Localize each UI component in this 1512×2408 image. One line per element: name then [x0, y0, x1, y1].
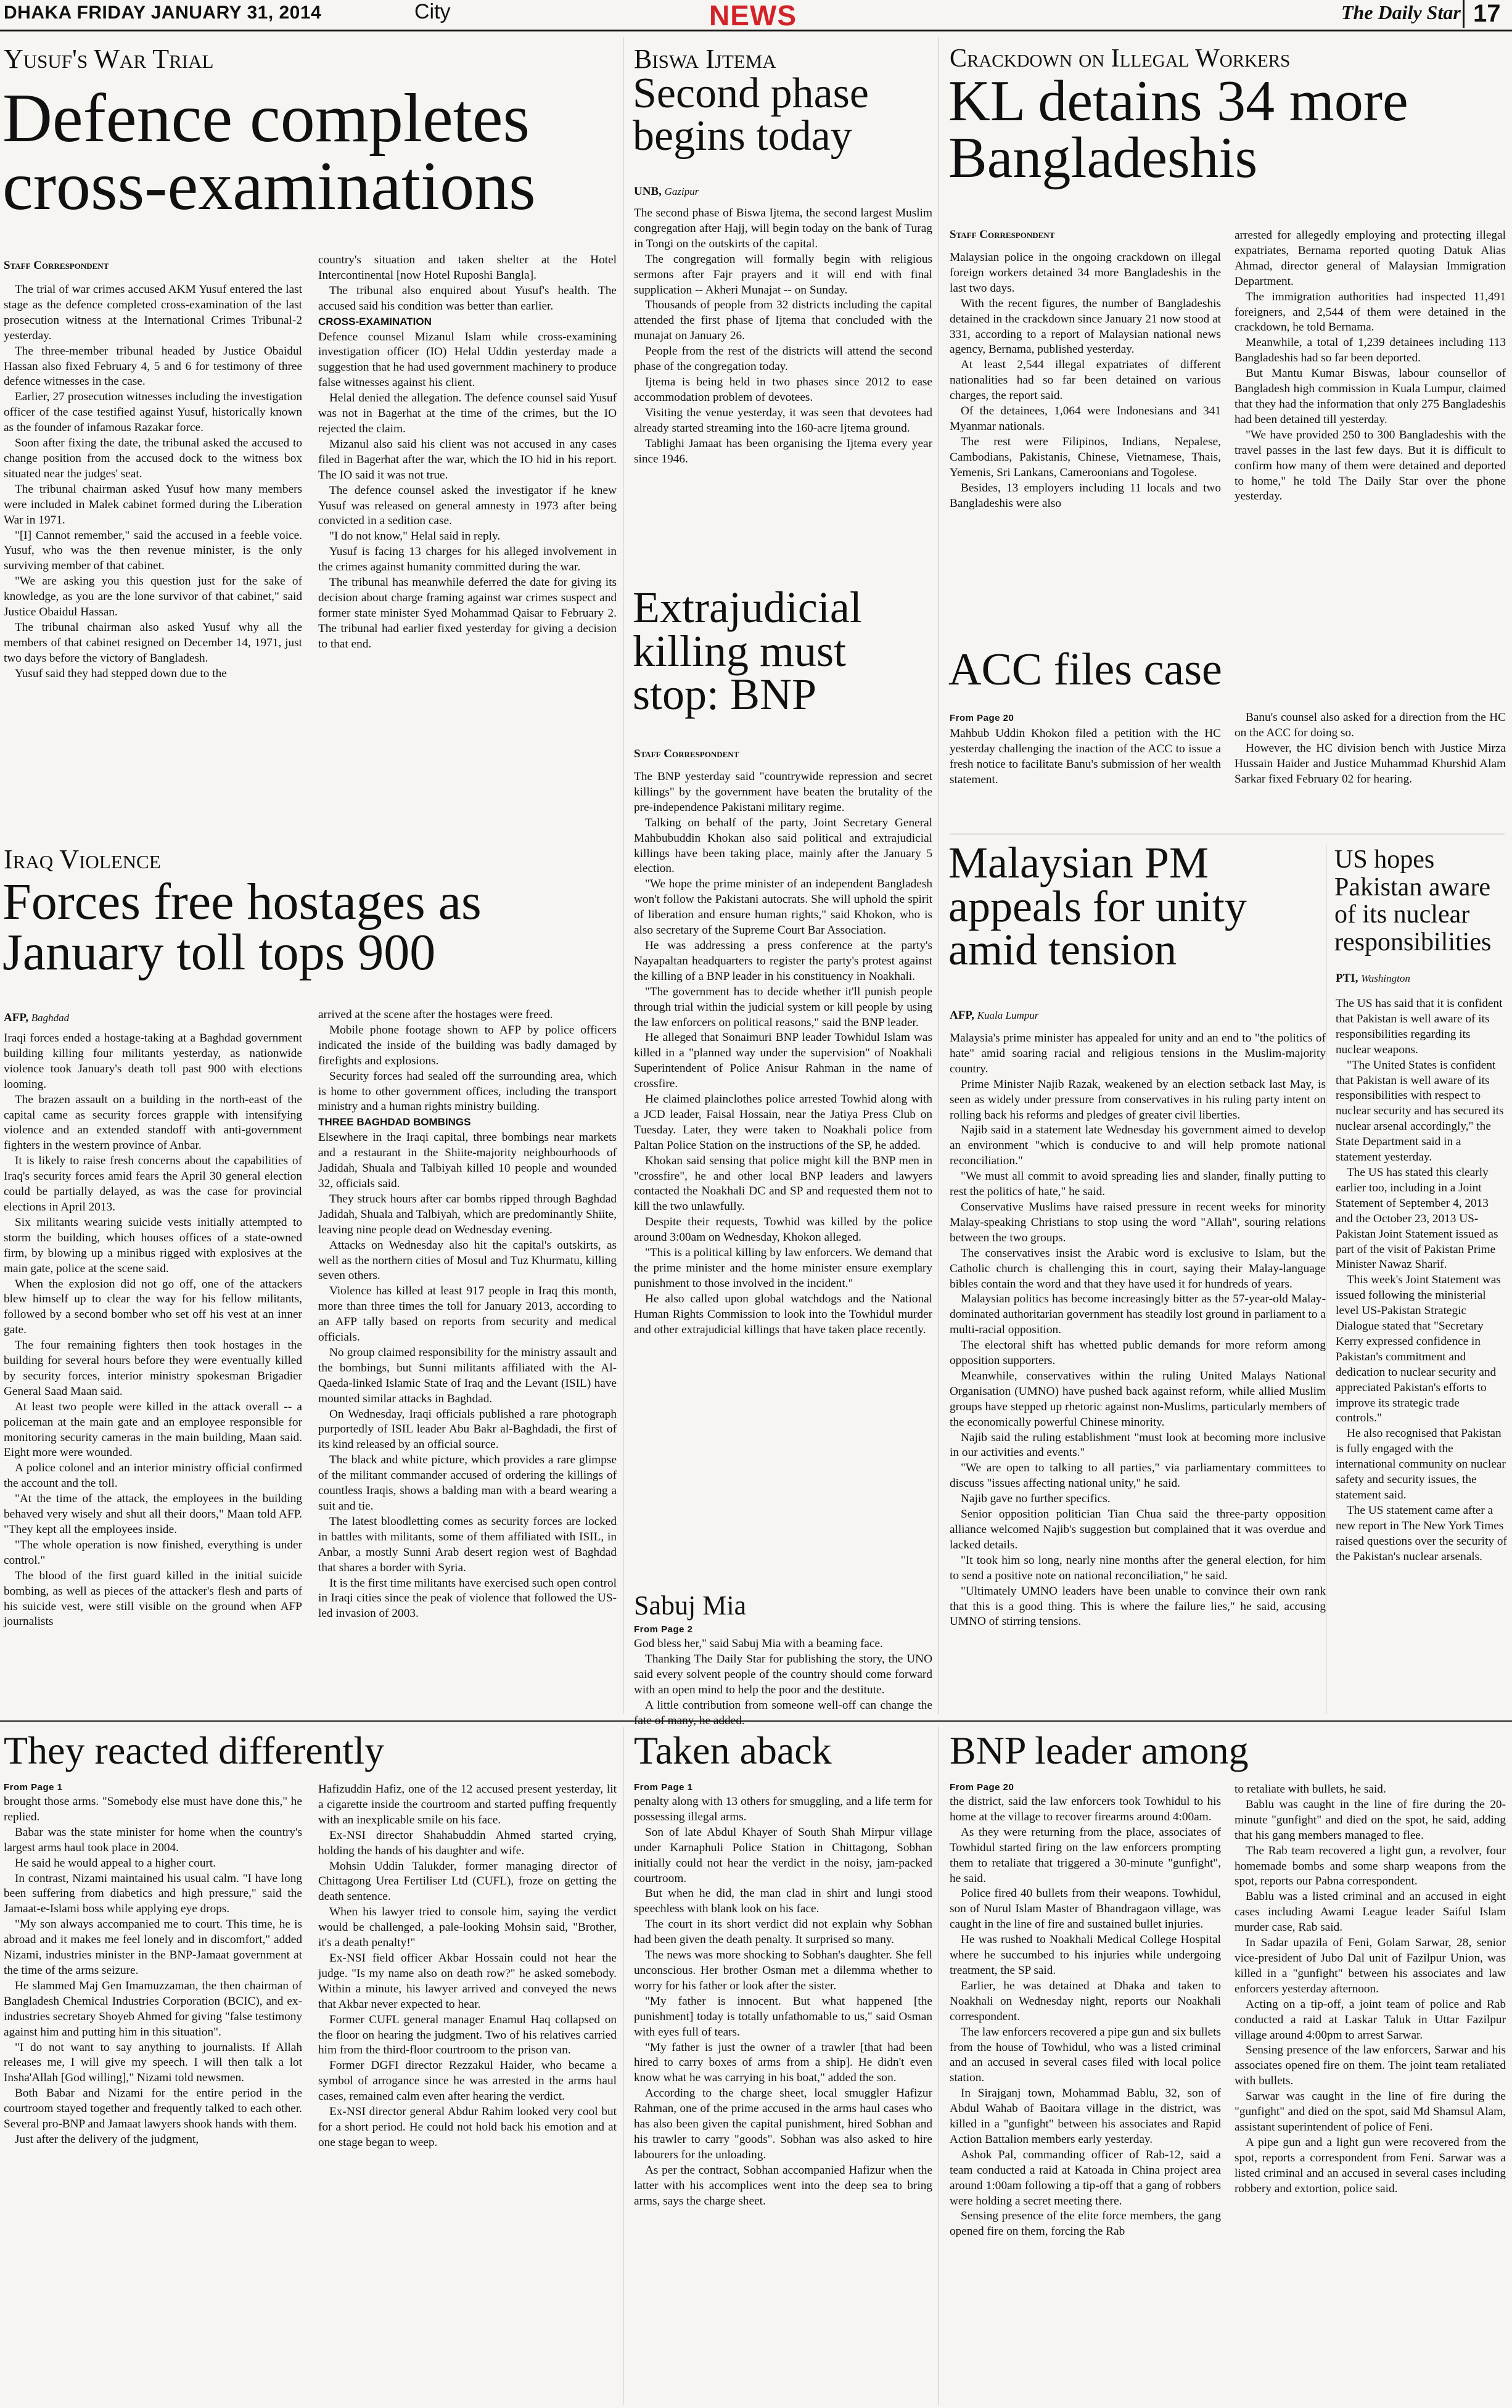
paragraph: Defence counsel Mizanul Islam while cross-examining investigation officer (IO) Helal Uddin yesterday made a suggestion that he had used government machinery to produce false witnesses against his client.: [318, 330, 617, 390]
story-column: [634, 206, 932, 607]
paragraph: "My father is innocent. But what happened [the punishment] today is totally unfathomable to us," said Osman with eyes full of tears.: [634, 1994, 932, 2039]
story-headline: KL detains 34 more Bangladeshis: [948, 69, 1408, 191]
paragraph: He said he would appeal to a higher court.: [15, 1856, 216, 1870]
byline-location: Kuala Lumpur: [977, 1009, 1039, 1021]
paragraph: Bablu was caught in the line of fire during the 20-minute "gunfight" and died on the spot, he said, adding that his gang members managed to flee.: [1235, 1798, 1506, 1842]
story-headline: Malaysian PM appeals for unity amid tension: [948, 838, 1247, 975]
paragraph: Six militants wearing suicide vests initially attempted to storm the building, which houses offices of a state-owned firm, by blowing up a minibus rigged with explosives at the main gate, police at the scene said.: [4, 1215, 302, 1275]
paragraph: Former DGFI director Rezzakul Haider, who became a symbol of arrogance since he was arrested in the arms haul cases, remained calm even after hearing the verdict.: [318, 2059, 617, 2103]
paragraph: Of the detainees, 1,064 were Indonesians and 341 Myanmar nationals.: [950, 405, 1221, 433]
paragraph: Bablu was a listed criminal and an accused in eight cases including Awami League leader Saiful Islam murder case, Rab said.: [1235, 1890, 1506, 1934]
paragraph: He slammed Maj Gen Imamuzzaman, the then chairman of Bangladesh Chemical Industries Corporation (BCIC), and ex-industries secretary Shoyeb Ahmed for giving "false testimony against him and putting him in this situation".: [4, 1979, 302, 2039]
story-byline: Staff Correspondent: [4, 259, 109, 272]
paragraph: The tribunal has meanwhile deferred the date for giving its decision about charge framing against war crimes suspect and former state minister Syed Mohammad Qaisar to February 2. The tribunal had earlier fixed yesterday for giving a decision to that end.: [318, 576, 617, 651]
story-column: [318, 1782, 617, 2405]
story-headline: Taken aback: [634, 1728, 832, 1772]
paragraph: The brazen assault on a building in the north-east of the capital came as security forces grapple with intensifying violence and an extended standoff with anti-government fighters in the western province of Anbar.: [4, 1093, 302, 1153]
paragraph: He was addressing a press conference at the party's Nayapaltan headquarters to register the party's protest against the killing of a BNP leader in his constituency in Noakhali.: [634, 939, 932, 983]
paragraph: A pipe gun and a light gun were recovered from the spot, reports a correspondent from Feni. Sarwar was a listed criminal and an accused in several cases including robbery and extortion, police said.: [1235, 2135, 1506, 2195]
paragraph: At least 2,544 illegal expatriates of different nationalities had so far been detained on various charges, the report said.: [950, 358, 1221, 403]
paragraph: Mahbub Uddin Khokon filed a petition with the HC yesterday challenging the inaction of the ACC to issue a fresh notice to facilitate Banu's submission of her wealth statement.: [950, 727, 1221, 786]
paragraph: People from the rest of the districts will attend the second phase of the congregation today.: [634, 345, 932, 374]
story-column: [634, 1637, 932, 1727]
paragraph: "My son always accompanied me to court. This time, he is abroad and it makes me feel lonely and in discomfort," added Nizami, industries minister in the BNP-Jamaat government at the time of the arms seizure.: [4, 1918, 302, 1977]
paragraph: Violence has killed at least 917 people in Iraq this month, more than three times the toll for January 2013, according to an AFP tally based on reports from security and medical officials.: [318, 1284, 617, 1344]
paragraph: Despite their requests, Towhid was killed by the police around 3:00am on Wednesday, Khokon alleged.: [634, 1215, 932, 1244]
story-column: [1235, 1782, 1506, 2405]
paragraph: In Sirajganj town, Mohammad Bablu, 32, son of Abdul Wahab of Baoitara village in the district, was killed in a "gunfight" between his associates and Rapid Action Battalion members early yesterday.: [950, 2087, 1221, 2146]
paragraph: The Rab team recovered a light gun, a revolver, four homemade bombs and some sharp weapons from the spot, reports our Pabna correspondent.: [1235, 1844, 1506, 1888]
paragraph: Helal denied the allegation. The defence counsel said Yusuf was not in Bagerhat at the time of the crimes, but the IO rejected the claim.: [318, 392, 617, 435]
paragraph: But when he did, the man clad in shirt and lungi stood speechless with blank look on his face.: [634, 1887, 932, 1916]
story-column: [318, 253, 617, 807]
paragraph: Besides, 13 employers including 11 locals and two Bangladeshis were also: [950, 481, 1221, 510]
paragraph: Najib said the ruling establishment "must look at becoming more inclusive in our activities and events.": [950, 1431, 1326, 1460]
story-column: [950, 250, 1221, 620]
byline-agency: UNB: [634, 185, 659, 198]
story-byline: Staff Correspondent: [634, 747, 739, 760]
paragraph: arrived at the scene after the hostages were freed.: [318, 1008, 553, 1021]
story-headline: Extrajudicial killing must stop: BNP: [633, 583, 862, 720]
paragraph: "The whole operation is now finished, everything is under control.": [4, 1538, 302, 1567]
story-column: [4, 1031, 302, 1716]
story-headline: They reacted differently: [4, 1728, 385, 1772]
paragraph: However, the HC division bench with Justice Mirza Hussain Haider and Justice Muhammad Khurshid Alam Sarkar fixed February 02 for hearing.: [1235, 741, 1506, 786]
newspaper-logo: The Daily Star: [1341, 1, 1461, 23]
paragraph: It is the first time militants have exercised such open control in Iraqi cities since the peak of violence that followed the US-led invasion of 2003.: [318, 1576, 617, 1621]
paragraph: "We hope the prime minister of an independent Bangladesh won't follow the Pakistani autocrats. She will uphold the spirit of liberation and ensure human rights," said Khokon, who is also secretary of the Supreme Court Bar Association.: [634, 877, 932, 937]
story-headline: Second phase begins today: [633, 70, 869, 160]
paragraph: Police fired 40 bullets from their weapons. Towhidul, son of Nurul Islam Master of Bhandragaon village, was caught in the line of fire and sustained bullet injuries.: [950, 1887, 1221, 1931]
paragraph: A little contribution from someone well-off can change the fate of many, he added.: [634, 1698, 932, 1727]
paragraph: "We are open to talking to all parties," via parliamentary committees to discuss "issues affecting national unity," he said.: [950, 1461, 1326, 1490]
paragraph: On Wednesday, Iraqi officials published a rare photograph purportedly of ISIL leader Abu Bakr al-Baghdadi, the first of its kind released by an official source.: [318, 1407, 617, 1452]
paragraph: With the recent figures, the number of Bangladeshis detained in the crackdown since January 21 now stood at 331, according to a report of Malaysian national news agency, Bernama, published yesterday.: [950, 297, 1221, 356]
paragraph: "We are asking you this question just for the sake of knowledge, as you are the lone survivor of that cabinet," said Justice Obaidul Hassan.: [4, 575, 302, 619]
paragraph: In Sadar upazila of Feni, Golam Sarwar, 28, senior vice-president of Jubo Dal unit of Fazilpur Union, was killed in a "gunfight" between his associates and law enforcers yesterday afternoon.: [1235, 1936, 1506, 1995]
story-headline: ACC files case: [948, 644, 1222, 695]
paragraph: The congregation will formally begin with religious sermons after Fajr prayers and it will end with final supplication -- Akheri Munajat -- on Sunday.: [634, 252, 932, 297]
story-headline: Sabuj Mia: [634, 1590, 747, 1621]
paragraph: No group claimed responsibility for the ministry assault and the bombings, but Sunni militants affiliated with the Al-Qaeda-linked Islamic State of Iraq and the Levant (ISIL) have mounted similar attacks in Baghdad.: [318, 1346, 617, 1405]
paragraph: Khokan said sensing that police might kill the BNP men in "crossfire", he and other local BNP leaders and lawyers contacted the Noakhali DC and SP and requested them not to kill the two unlawfully.: [634, 1154, 932, 1214]
story-headline: BNP leader among: [950, 1728, 1249, 1772]
story-kicker: Yusuf's War Trial: [4, 44, 214, 74]
story-headline: Forces free hostages as January toll tops 900: [2, 873, 482, 982]
paragraph: The BNP yesterday said "countrywide repression and secret killings" by the government have beaten the brutality of the pre-independence Pakistani military regime.: [634, 770, 932, 814]
paragraph: Earlier, he was detained at Dhaka and taken to Noakhali on Wednesday night, reports our Noakhali correspondent.: [950, 1979, 1221, 2023]
paragraph: Yusuf is facing 13 charges for his alleged involvement in the crimes against humanity committed during the war.: [318, 545, 617, 574]
paragraph: The law enforcers recovered a pipe gun and six bullets from the house of Towhidul, who was a listed criminal and an accused in several cases filed with local police station.: [950, 2025, 1221, 2085]
paragraph: Ashok Pal, commanding officer of Rab-12, said a team conducted a raid at Katoada in China project area around 1:00am following a tip-off that a gang of robbers were holding a secret meeting there.: [950, 2148, 1221, 2208]
paragraph: The conservatives insist the Arabic word is exclusive to Islam, but the Catholic church is challenging this in court, saying their Malay-language bibles contain the word and that they have used it for hundreds of years.: [950, 1246, 1326, 1291]
jump-label: From Page 1: [4, 1782, 63, 1793]
paragraph: Najib said in a statement late Wednesday his government aimed to develop an environment "which is conducive to and will help promote national reconciliation.": [950, 1124, 1326, 1168]
paragraph: The electoral shift has whetted public demands for more reform among opposition supporters.: [950, 1339, 1326, 1368]
paragraph: Iraqi forces ended a hostage-taking at a Baghdad government building killing four militants yesterday, as nationwide violence took January's death toll past 900 with elections looming.: [4, 1032, 302, 1091]
paragraph: According to the charge sheet, local smuggler Hafizur Rahman, one of the prime accused in the arms haul cases who has also been given the capital punishment, hired Sobhan and his trawler to carry "goods". Sobhan was also asked to hire labourers for the unloading.: [634, 2087, 932, 2161]
category-label: NEWS: [709, 0, 797, 31]
paragraph: Just after the delivery of the judgment,: [15, 2132, 199, 2146]
paragraph: The black and white picture, which provides a rare glimpse of the militant commander accused of ordering the killings of countless Iraqis, shows a balding man with a beard wearing a suit and tie.: [318, 1453, 617, 1513]
paragraph: "The United States is confident that Pakistan is well aware of its responsibilities with respect to nuclear security and has secured its nuclear arsenal accordingly," the State Department said in a statement yesterday.: [1336, 1058, 1504, 1164]
paragraph: The tribunal chairman asked Yusuf how many members were included in Malek cabinet formed during the Liberation War in 1971.: [4, 482, 302, 527]
paragraph: "We have provided 250 to 300 Bangladeshis with the travel passes in the last few days. But it is difficult to confirm how many of them were detained and deported to home," he told The Daily Star over the phone yesterday.: [1235, 428, 1506, 503]
story-column: [4, 1794, 302, 2405]
paragraph: In contrast, Nizami maintained his usual calm. "I have long been suffering from diabetics and high pressure," said the Jamaat-e-Islami boss while applying eye drops.: [4, 1872, 302, 1916]
paragraph: Both Babar and Nizami for the entire period in the courtroom stayed together and frequently talked to each other. Several pro-BNP and Jamaat lawyers shook hands with them.: [4, 2087, 302, 2131]
paragraph: Thanking The Daily Star for publishing the story, the UNO said every solvent people of the country should come forward with an open mind to help the poor and the destitute.: [634, 1652, 932, 1696]
paragraph: Banu's counsel also asked for a direction from the HC on the ACC for doing so.: [1235, 711, 1506, 739]
paragraph: The blood of the first guard killed in the initial suicide bombing, as well as pieces of the attacker's flesh and parts of his suicide vest, were still visible on the ground when AFP journalists: [4, 1569, 302, 1629]
paragraph: Mizanul also said his client was not accused in any cases filed in Bagerhat after the war, which the IO hid in his report. The IO said it was not true.: [318, 437, 617, 482]
story-kicker: Crackdown on Illegal Workers: [950, 44, 1291, 73]
story-byline: AFP, Baghdad: [4, 1011, 70, 1024]
story-kicker: Biswa Ijtema: [634, 44, 776, 74]
paragraph: Tablighi Jamaat has been organising the Ijtema every year since 1946.: [634, 437, 932, 466]
section-label: City: [414, 0, 451, 23]
paragraph: The tribunal chairman also asked Yusuf why all the members of that cabinet resigned on December 14, 1971, just two days before the victory of Bangladesh.: [4, 620, 302, 665]
paragraph: But Mantu Kumar Biswas, labour counsellor of Bangladesh high commission in Kuala Lumpur, claimed that they had the information that only 275 Bangladeshis had been detained till yesterday.: [1235, 367, 1506, 426]
story-column: [1336, 996, 1507, 1716]
paragraph: "I do not know," Helal said in reply.: [329, 530, 501, 543]
paragraph: When his lawyer tried to console him, saying the verdict would be challenged, a pale-looking Mohsin said, "Brother, it's a death penalty!": [318, 1905, 617, 1950]
paragraph: Babar was the state minister for home when the country's largest arms haul took place in 2004.: [4, 1825, 302, 1854]
story-headline: Defence completes cross-examinations: [2, 80, 536, 224]
paragraph: Malaysia's prime minister has appealed for unity and an end to "the politics of hate" amid soaring racial and religious tensions in the Muslim-majority country.: [950, 1032, 1326, 1075]
paragraph: Ijtema is being held in two phases since 2012 to ease accommodation problem of devotees.: [634, 375, 932, 404]
story-column: [4, 282, 302, 807]
story-column: [950, 1794, 1221, 2405]
paragraph: The tribunal also enquired about Yusuf's health. The accused said his condition was better than earlier.: [318, 284, 617, 313]
byline-location: Baghdad: [31, 1012, 70, 1024]
story-column: [950, 1031, 1326, 1716]
paragraph: "[I] Cannot remember," said the accused in a feeble voice. Yusuf, who was the then revenue minister, is the only surviving member of that cabinet.: [4, 528, 302, 573]
paragraph: Son of late Abdul Khayer of South Shah Mirpur village under Karnaphuli Police Station in Chittagong, Sobhan initially could not hear the verdict in the noisy, jam-packed courtroom.: [634, 1825, 932, 1885]
story-column: [634, 1794, 932, 2405]
byline-agency: PTI: [1336, 972, 1355, 985]
paragraph: the district, said the law enforcers took Towhidul to his home at the village to recover firearms around 4:00am.: [950, 1795, 1221, 1823]
paragraph: "My father is just the owner of a trawler [that had been hired to carry boxes of arms from a ship]. He didn't even know what he was carrying in his boat," added the son.: [634, 2040, 932, 2085]
paragraph: Sensing presence of the law enforcers, Sarwar and his associates opened fire on them. The joint team retaliated with bullets.: [1235, 2044, 1506, 2088]
jump-label: From Page 1: [634, 1782, 693, 1793]
subheading: CROSS-EXAMINATION: [318, 315, 432, 327]
paragraph: to retaliate with bullets, he said.: [1235, 1783, 1386, 1796]
paragraph: He claimed plainclothes police arrested Towhid along with a JCD leader, Faisal Hossain, near the Jatiya Press Club on Tuesday. Later, they were taken to Noakhali police from Paltan Police Station on the instructions of the SP, he added.: [634, 1093, 932, 1152]
paragraph: Former CUFL general manager Enamul Haq collapsed on the floor on hearing the judgment. Two of his relatives carried him from the third-floor courtroom to the prison van.: [318, 2013, 617, 2057]
paragraph: The US statement came after a new report in The New York Times raised questions over the security of the Pakistan's nuclear arsenals.: [1336, 1503, 1507, 1563]
paragraph: "Ultimately UMNO leaders have been unable to convince their own rank that this is a good thing. This is where the failure lies," he said, accusing UMNO of stirring tensions.: [950, 1584, 1326, 1629]
paragraph: arrested for allegedly employing and protecting illegal expatriates, Bernama reported quoting Datuk Alias Ahmad, director general of Malaysian Immigration Department.: [1235, 229, 1506, 288]
paragraph: "I do not want to say anything to journalists. If Allah releases me, I will give my speech. I will then talk a lot Insha'Allah [God willing]," Nizami told newsmen.: [4, 2040, 302, 2085]
paragraph: The US has said that it is confident that Pakistan is well aware of its responsibilities regarding its nuclear weapons.: [1336, 997, 1503, 1056]
story-column: [1235, 228, 1506, 620]
paragraph: "The government has to decide whether it'll punish people through trial within the judicial system or kill people by using the law enforcers on political reasons," said the BNP leader.: [634, 985, 932, 1029]
paragraph: Elsewhere in the Iraqi capital, three bombings near markets and a restaurant in the Shiite-majority neighbourhoods of Jadidah, Shuala and Talbiyah killed 10 people and wounded 32, officials said.: [318, 1131, 617, 1190]
paragraph: He also called upon global watchdogs and the National Human Rights Commission to look into the Towhidul murder and other extrajudicial killings that have taken place recently.: [634, 1292, 932, 1336]
paragraph: The defence counsel asked the investigator if he knew Yusuf was released on general amnesty in 1973 after being convicted in a sedition case.: [318, 483, 617, 528]
paragraph: This week's Joint Statement was issued following the ministerial level US-Pakistan Strategic Dialogue stated that "Secretary Kerry expressed confidence in Pakistan's commitment and dedication to nuclear security and appreciated Pakistan's efforts to improve its strategic trade controls.": [1336, 1273, 1501, 1425]
paragraph: Visiting the venue yesterday, it was seen that devotees had already started streaming into the 160-acre Ijtema ground.: [634, 406, 932, 435]
paragraph: Hafizuddin Hafiz, one of the 12 accused present yesterday, lit a cigarette inside the courtroom and started puffing frequently with an inexplicable smile on his face.: [318, 1783, 617, 1827]
paragraph: He was rushed to Noakhali Medical College Hospital where he succumbed to his injuries while undergoing treatment, the SP said.: [950, 1933, 1221, 1977]
paragraph: When the explosion did not go off, one of the attackers blew himself up to clear the way for his fellow militants, followed by a second bomber who set off his vest at an inner gate.: [4, 1277, 302, 1337]
paragraph: Yusuf said they had stepped down due to the: [15, 667, 227, 680]
paragraph: "At the time of the attack, the employees in the building behaved very wisely and shut all their doors," Maan told AFP. "They kept all the employees inside.: [4, 1492, 302, 1536]
paragraph: The three-member tribunal headed by Justice Obaidul Hassan also fixed February 4, 5 and 6 for testimony of three defence witnesses in the case.: [4, 344, 302, 388]
paragraph: Conservative Muslims have raised pressure in recent weeks for minority Malay-speaking Christians to stop using the word "Allah", souring relations between the two groups.: [950, 1200, 1326, 1244]
paragraph: Prime Minister Najib Razak, weakened by an election setback last May, is seen as widely under pressure from conservatives in his ruling party intent on rolling back his reforms and pledges of greater civil liberties.: [950, 1077, 1326, 1122]
story-column: [950, 726, 1221, 825]
paragraph: As they were returning from the place, associates of Towhidul started firing on the law enforcers prompting them to retaliate that triggered a 30-minute "gunfight", he said.: [950, 1825, 1221, 1885]
paragraph: Malaysian police in the ongoing crackdown on illegal foreign workers detained 34 more Bangladeshis in the last two days.: [950, 251, 1221, 295]
byline-agency: AFP: [4, 1011, 26, 1024]
paragraph: Mohsin Uddin Talukder, former managing director of Chittagong Urea Fertiliser Ltd (CUFL), froze on getting the death sentence.: [318, 1859, 617, 1904]
paragraph: The rest were Filipinos, Indians, Nepalese, Cambodians, Pakistanis, Chinese, Vietnamese, Thais, Yemenis, Sri Lankans, Cameroonians and Togolese.: [950, 435, 1221, 479]
paragraph: The second phase of Biswa Ijtema, the second largest Muslim congregation after Hajj, will begin today on the bank of Turag in Tongi on the outskirts of the capital.: [634, 207, 932, 250]
paragraph: The latest bloodletting comes as security forces are locked in battles with militants, some of them affiliated with ISIL, in Anbar, a mostly Sunni Arab desert region west of Baghdad that shares a border with Syria.: [318, 1514, 617, 1574]
story-headline: US hopes Pakistan aware of its nuclear responsibilities: [1334, 845, 1492, 956]
story-column: [318, 1008, 617, 1716]
jump-label: From Page 20: [950, 1782, 1014, 1793]
paragraph: Acting on a tip-off, a joint team of police and Rab conducted a raid at Laskar Taluk in Uttar Fazilpur village around 4:00pm to arrest Sarwar.: [1235, 1997, 1506, 2042]
paragraph: At least two people were killed in the attack overall -- a policeman at the main gate and an employee responsible for monitoring security cameras in the main building, Maan said. Eight more were wounded.: [4, 1400, 302, 1460]
paragraph: Senior opposition politician Tian Chua said the three-party opposition alliance welcomed Najib's suggestion but complained that it was overdue and lacked details.: [950, 1508, 1326, 1551]
paragraph: Sarwar was caught in the line of fire during the "gunfight" and died on the spot, said Md Shamsul Alam, assistant superintendent of police of Feni.: [1235, 2090, 1506, 2134]
paragraph: Najib gave no further specifics.: [961, 1492, 1111, 1506]
paragraph: Attacks on Wednesday also hit the capital's outskirts, as well as the northern cities of Mosul and Tuz Khurmatu, killing seven others.: [318, 1238, 617, 1283]
paragraph: penalty along with 13 others for smuggling, and a life term for possessing illegal arms.: [634, 1795, 932, 1823]
story-column: [634, 770, 932, 1584]
paragraph: Meanwhile, a total of 1,239 detainees including 113 Bangladeshis had so far been deported.: [1235, 336, 1506, 365]
paragraph: He alleged that Sonaimuri BNP leader Towhidul Islam was killed in a "planned way under the supervision" of Noakhali Superintendent of Police Anisur Rahman in the name of crossfire.: [634, 1031, 932, 1091]
story-kicker: Iraq Violence: [4, 844, 161, 874]
paragraph: It is likely to raise fresh concerns about the capabilities of Iraq's security forces amid fears the April 30 general election could be partially delayed, as was the case for provincial elections in April 2013.: [4, 1154, 302, 1214]
paragraph: "We must all commit to avoid spreading lies and slander, finally putting to rest the politics of hate," he said.: [950, 1170, 1326, 1199]
paragraph: brought those arms. "Somebody else must have done this," he replied.: [4, 1795, 302, 1823]
paragraph: The trial of war crimes accused AKM Yusuf entered the last stage as the defence completed cross-examination of the last prosecution witness at the International Crimes Tribunal-2 yesterday.: [4, 283, 302, 342]
paragraph: Thousands of people from 32 districts including the capital attended the first phase of Ijtema that concluded with the munajat on January 26.: [634, 298, 932, 343]
paragraph: "This is a political killing by law enforcers. We demand that the prime minister and the home minister ensure exemplary punishment to those involved in the incident.": [634, 1246, 932, 1290]
paragraph: Mobile phone footage shown to AFP by police officers indicated the inside of the building was badly damaged by firefights and explosions.: [318, 1023, 617, 1067]
paragraph: Security forces had sealed off the surrounding area, which is home to other government offices, including the transport ministry and a human rights ministry building.: [318, 1069, 617, 1114]
paragraph: Ex-NSI director general Abdur Rahim looked very cool but for a short period. He could not hold back his emotion and at one stage began to weep.: [318, 2105, 617, 2149]
masthead: [0, 0, 1512, 31]
dateline: DHAKA FRIDAY JANUARY 31, 2014: [4, 2, 322, 23]
paragraph: God bless her," said Sabuj Mia with a beaming face.: [634, 1637, 883, 1650]
jump-label: From Page 2: [634, 1624, 693, 1635]
page-number: 17: [1463, 0, 1501, 28]
byline-location: Gazipur: [664, 186, 699, 197]
paragraph: Sensing presence of the elite force members, the gang opened fire on them, forcing the Rab: [950, 2209, 1221, 2238]
byline-agency: AFP: [950, 1009, 972, 1022]
paragraph: As per the contract, Sobhan accompanied Hafizur when the latter with his accomplices went into the deep sea to bring arms, says the charge sheet.: [634, 2163, 932, 2208]
paragraph: The immigration authorities had inspected 11,491 foreigners, and 2,544 of them were detained in the crackdown, he told Bernama.: [1235, 290, 1506, 334]
paragraph: Ex-NSI director Shahabuddin Ahmed started crying, holding the hands of his daughter and wife.: [318, 1828, 617, 1857]
paragraph: Malaysian politics has become increasingly bitter as the 57-year-old Malay-dominated authoritarian government has steadily lost ground in parliament to a multi-racial opposition.: [950, 1292, 1326, 1337]
story-column: [1235, 710, 1506, 821]
paragraph: The court in its short verdict did not explain why Sobhan had been given the death penalty. It surprised so many.: [634, 1918, 932, 1947]
paragraph: The four remaining fighters then took hostages in the building for several hours before they were eventually killed by security forces, interior ministry spokesman Brigadier General Saad Maan said.: [4, 1339, 302, 1398]
paragraph: They struck hours after car bombs ripped through Baghdad Jadidah, Shuala and Talbiyah, which are predominantly Shiite, leaving nine people dead on Wednesday evening.: [318, 1192, 617, 1236]
story-byline: Staff Correspondent: [950, 228, 1055, 241]
paragraph: He also recognised that Pakistan is fully engaged with the international community on nuclear safety and security issues, the statement said.: [1336, 1427, 1506, 1502]
subheading: THREE BAGHDAD BOMBINGS: [318, 1116, 471, 1128]
paragraph: The US has stated this clearly earlier too, including in a Joint Statement of September 4, 2013 and the October 23, 2013 US-Pakistan Joint Statement issued as part of the visit of Pakistan Prime Minister Nawaz Sharif.: [1336, 1165, 1498, 1272]
paragraph: A police colonel and an interior ministry official confirmed the account and the toll.: [4, 1461, 302, 1490]
paragraph: Meanwhile, conservatives within the ruling United Malays National Organisation (UMNO) have pushed back against reform, while allied Muslim groups have stepped up rhetoric against non-Muslims, particularly members of the economically powerful Chinese minority.: [950, 1369, 1326, 1429]
paragraph: "It took him so long, nearly nine months after the general election, for him to send a positive note on national reconciliation," he said.: [950, 1553, 1326, 1582]
paragraph: Ex-NSI field officer Akbar Hossain could not hear the judge. "Is my name also on death row?" he asked somebody. Within a minute, his lawyer arrived and conveyed the news that Akbar never expected to hear.: [318, 1951, 617, 2011]
paragraph: country's situation and taken shelter at the Hotel Intercontinental [now Hotel Ruposhi Bangla].: [318, 253, 617, 282]
paragraph: Talking on behalf of the party, Joint Secretary General Mahbubuddin Khokan also said political and extrajudicial killings have been taking place, mainly after the January 5 election.: [634, 816, 932, 876]
paragraph: Earlier, 27 prosecution witnesses including the investigation officer of the case testified against Yusuf, historically known as the founder of infamous Razakar force.: [4, 390, 302, 435]
story-byline: UNB, Gazipur: [634, 185, 699, 198]
story-byline: AFP, Kuala Lumpur: [950, 1009, 1039, 1022]
paragraph: The news was more shocking to Sobhan's daughter. She fell unconscious. Her brother Osman met a dilemma whether to worry for his father or look after the sister.: [634, 1949, 932, 1992]
byline-location: Washington: [1361, 972, 1410, 984]
paragraph: Soon after fixing the date, the tribunal asked the accused to change position from the accused dock to the witness box situated near the judges' seat.: [4, 437, 302, 480]
jump-label: From Page 20: [950, 713, 1014, 723]
story-byline: PTI, Washington: [1336, 972, 1410, 985]
